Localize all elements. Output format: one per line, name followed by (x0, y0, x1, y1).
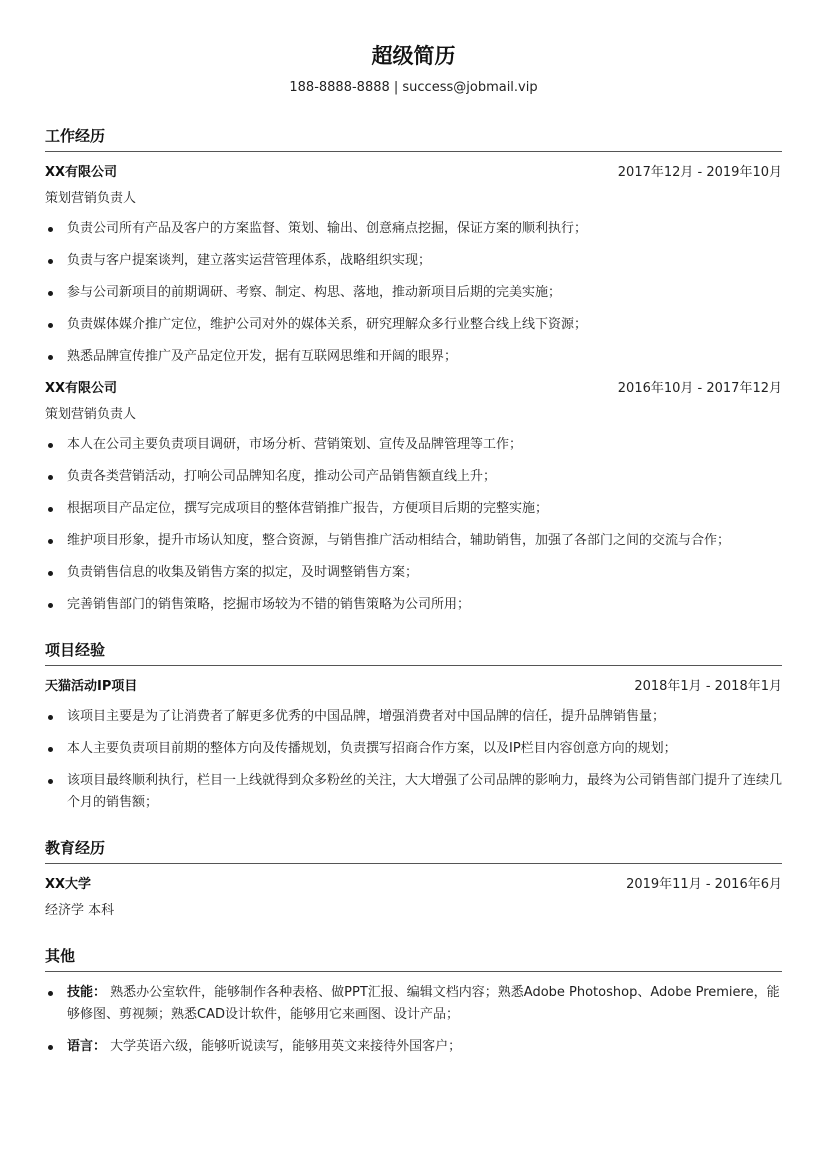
skills-item (45, 982, 782, 1026)
project-date: 2018年1月 - 2018年1月 (634, 679, 782, 694)
bullet-item: 本人主要负责项目前期的整体方向及传播规划，负责撰写招商合作方案，以及IP栏目内容创意方向的规划； (45, 738, 782, 760)
education-section (45, 838, 782, 920)
bullet-item: 本人在公司主要负责项目调研，市场分析、营销策划、宣传及品牌管理等工作； (45, 434, 782, 456)
education-entry-header (45, 876, 782, 894)
contact-info: 188-8888-8888 | success@jobmail.vip (289, 80, 538, 95)
work-entry-header (45, 380, 782, 398)
language-text: 大学英语六级，能够听说读写，能够用英文来接待外国客户； (110, 1039, 462, 1054)
resume-page (45, 40, 782, 1058)
projects-section (45, 640, 782, 814)
bullet-item: 该项目最终顺利执行，栏目一上线就得到众多粉丝的关注，大大增强了公司品牌的影响力，最终为公司销售部门提升了连续几个月的销售额； (45, 770, 782, 814)
work-role: 策划营销负责人 (45, 407, 137, 422)
bullet-item: 负责媒体媒介推广定位，维护公司对外的媒体关系，研究理解众多行业整合线上线下资源； (45, 314, 782, 336)
work-section-title: 工作经历 (45, 126, 782, 152)
bullet-item: 参与公司新项目的前期调研、考察、制定、构思、落地，推动新项目后期的完美实施； (45, 282, 782, 304)
school-name: XX大学 (45, 877, 92, 892)
work-company: XX有限公司 (45, 165, 118, 180)
work-role: 策划营销负责人 (45, 191, 137, 206)
language-item (45, 1036, 782, 1058)
language-label: 语言： (67, 1039, 107, 1054)
work-section (45, 126, 782, 616)
education-section-title: 教育经历 (45, 838, 782, 864)
bullet-item: 熟悉品牌宣传推广及产品定位开发，据有互联网思维和开阔的眼界； (45, 346, 782, 368)
work-date: 2016年10月 - 2017年12月 (617, 381, 782, 396)
other-section (45, 946, 782, 1058)
bullet-item: 根据项目产品定位，撰写完成项目的整体营销推广报告，方便项目后期的完整实施； (45, 498, 782, 520)
work-company: XX有限公司 (45, 381, 118, 396)
projects-section-title: 项目经验 (45, 640, 782, 666)
bullet-item: 完善销售部门的销售策略，挖掘市场较为不错的销售策略为公司所用； (45, 594, 782, 616)
project-bullets (45, 706, 782, 814)
bullet-item: 负责公司所有产品及客户的方案监督、策划、输出、创意痛点挖掘，保证方案的顺利执行； (45, 218, 782, 240)
resume-name: 超级简历 (371, 44, 456, 68)
work-entry-header (45, 164, 782, 182)
bullet-item: 该项目主要是为了让消费者了解更多优秀的中国品牌，增强消费者对中国品牌的信任，提升品牌销售量； (45, 706, 782, 728)
work-date: 2017年12月 - 2019年10月 (617, 165, 782, 180)
bullet-item: 负责各类营销活动，打响公司品牌知名度，推动公司产品销售额直线上升； (45, 466, 782, 488)
skills-label: 技能： (67, 985, 107, 1000)
bullet-item: 负责销售信息的收集及销售方案的拟定，及时调整销售方案； (45, 562, 782, 584)
other-bullets (45, 982, 782, 1058)
project-name: 天猫活动IP项目 (45, 679, 138, 694)
other-section-title: 其他 (45, 946, 782, 972)
degree: 经济学 本科 (45, 903, 115, 918)
project-entry-header (45, 678, 782, 696)
skills-text: 熟悉办公室软件，能够制作各种表格、做PPT汇报、编辑文档内容；熟悉Adobe Photoshop、Adobe Premiere，能够修图、剪视频；熟悉CAD设计软件，能够用它来画图、设计产品； (67, 985, 780, 1022)
education-date: 2019年11月 - 2016年6月 (626, 877, 782, 892)
work-bullets (45, 218, 782, 368)
work-bullets (45, 434, 782, 616)
bullet-item: 维护项目形象，提升市场认知度，整合资源，与销售推广活动相结合，辅助销售，加强了各部门之间的交流与合作； (45, 530, 782, 552)
bullet-item: 负责与客户提案谈判，建立落实运营管理体系，战略组织实现； (45, 250, 782, 272)
